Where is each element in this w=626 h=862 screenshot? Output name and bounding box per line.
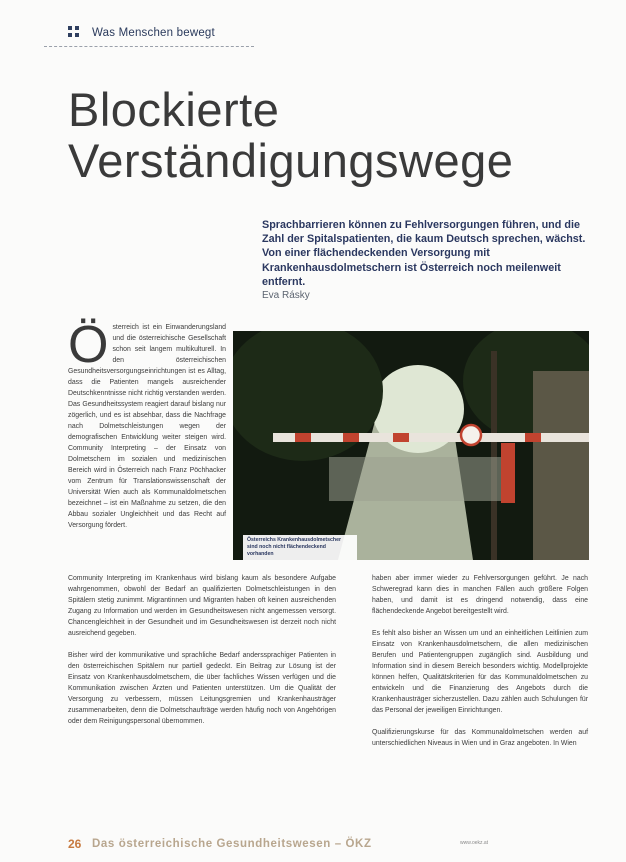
section-grid-icon (68, 26, 80, 38)
barrier-post (501, 443, 515, 503)
barrier-arm (273, 433, 589, 442)
barrier-stripe-2 (343, 433, 359, 442)
column-1-paragraph-1: sterreich ist ein Einwanderungsland und die österreichische Gesellschaft schon seit langem multikulturell. In den österreichischen Gesundheitsversorgungseinrichtungen ist es Alltag, dass die Patienten mangels ausreichender Deutschkenntnisse nicht richtig verstanden werden. Das Gesundheitssystem reagiert darauf bislang nur zögerlich, und es ist absehbar, dass die Nachfrage nach Dolmetschleistungen wegen der demografischen Entwicklung weiter steigen wird. Community Interpreting – der Einsatz von Dolmetschern im sozialen und medizinischen Bereich wird in Österreich nach Franz Pöchhacker vom Zentrum für Translationswissenschaft der Universität Wien auch als Kommunaldolmetschen bezeichnet – ist ein Maßnahme zu setzen, die den Abbau sozialer Ungleichheit und das Recht auf Versorgung fördert. (68, 324, 226, 529)
no-entry-sign-icon (461, 425, 481, 445)
column-1-paragraph-3: Bisher wird der kommunikative und sprachliche Bedarf anderssprachiger Patienten in den österreichischen Spitälern nur partiell gedeckt. Ein Beitrag zur Lösung ist der Einsatz von Krankenhausdolmetschern, die über fachliches Wissen verfügen und die Kommunikation zwischen Ärzten und Patienten unterstützen. Um die Qualität der Versorgung zu verbessern, müssen Leitungsgremien und Krankenhausträger zusammenarbeiten, denn die Dolmetschaufträge werden häufig noch von Angehörigen oder dem Reinigungspersonal übernommen. (68, 652, 336, 725)
photo-caption: Österreichs Krankenhausdolmetscher sind noch nicht flächendeckend vorhanden (243, 535, 357, 560)
section-label: Was Menschen bewegt (92, 27, 215, 39)
column-2-paragraph-1: haben aber immer wieder zu Fehlversorgungen geführt. Je nach Schweregrad kann dies in manchen Fällen auch größere Folgen haben, und damit ist es dringend notwendig, dass eine flächendeckende Angebot bereitgestellt wird. (372, 575, 588, 615)
publication-title: Das österreichische Gesundheitswesen – ÖKZ (92, 838, 372, 850)
column-1-top (68, 316, 226, 531)
spanning-column (68, 573, 336, 738)
article-photo (233, 331, 589, 560)
drop-cap: Ö (68, 316, 109, 374)
column-2-paragraph-2: Es fehlt also bisher an Wissen um und an einheitlichen Leitlinien zum Einsatz von Krankenhausdolmetschern, die allen medizinischen Berufen und Patientengruppen zugänglich sind. Ausbildung und Information sind in diesem Bereich besonders wichtig. Modellprojekte können helfen, Qualitätskriterien für das Kommunaldolmetschen zu entwickeln und die Finanzierung des Angebots durch die Krankenhausträger sicherzustellen. Dazu zählen auch Schulungen für das Personal der jeweiligen Einrichtungen. (372, 630, 588, 714)
wooden-fence (533, 371, 589, 560)
article-title-line2: Verständigungswege (68, 134, 514, 187)
article-lead: Sprachbarrieren können zu Fehlversorgungen führen, und die Zahl der Spitalspatienten, die kaum Deutsch sprechen, wächst. Von einer flächendeckenden Versorgung mit Krankenhausdolmetschern ist Österreich noch meilenweit entfernt. (262, 219, 586, 288)
publication-url: www.oekz.at (460, 840, 489, 846)
barrier-stripe-4 (525, 433, 541, 442)
tree-trunk (491, 351, 497, 560)
barrier-stripe-1 (295, 433, 311, 442)
page-number: 26 (68, 837, 82, 851)
column-2-paragraph-3: Qualifizierungskurse für das Kommunaldolmetschen werden auf unterschiedlichen Niveaus in Wien und in Graz angeboten. In Wien (372, 729, 588, 747)
column-2 (372, 573, 588, 760)
article-author: Eva Rásky (262, 290, 310, 301)
span-paragraph-1: Community Interpreting im Krankenhaus wird bislang kaum als besondere Aufgabe wahrgenommen, obwohl der Bedarf an qualifizierten Dolmetschleistungen in den Spitälern stetig zunimmt. Migrantinnen und Migranten haben oft keinen ausreichenden Zugang zu Information und werden im Gesundheitswesen nicht angemessen versorgt. Chancengleichheit in der Gesundheit und im Gesundheitswesen ist derzeit noch nicht ausreichend gegeben. (68, 575, 336, 637)
metal-fence (329, 457, 509, 501)
forest-barrier-image (233, 331, 589, 560)
article-title-line1: Blockierte (68, 83, 280, 136)
section-divider (44, 46, 254, 47)
barrier-stripe-3 (393, 433, 409, 442)
article-title (68, 84, 608, 186)
